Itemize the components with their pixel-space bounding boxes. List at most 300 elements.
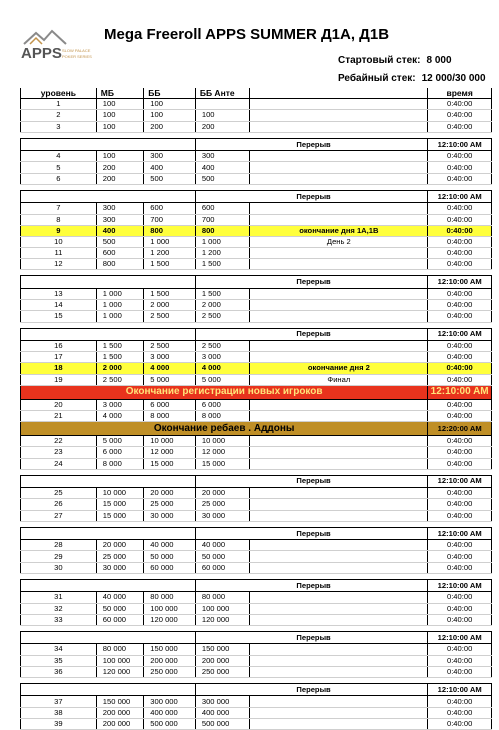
break-row <box>21 631 492 644</box>
level-number: 6 <box>21 173 97 184</box>
level-note <box>250 352 428 363</box>
small-blind: 100 <box>96 99 144 110</box>
level-note <box>250 696 428 707</box>
level-note: Финал <box>250 374 428 385</box>
small-blind: 2 000 <box>96 363 144 374</box>
level-row <box>21 363 492 374</box>
bb-ante: 80 000 <box>195 592 250 603</box>
level-note <box>250 436 428 447</box>
big-blind: 1 500 <box>144 259 196 270</box>
bb-ante: 800 <box>195 225 250 236</box>
level-row <box>21 551 492 562</box>
bb-ante: 20 000 <box>195 488 250 499</box>
bb-ante: 8 000 <box>195 410 250 421</box>
level-number: 4 <box>21 151 97 162</box>
break-empty-cell <box>21 276 196 289</box>
small-blind: 4 000 <box>96 410 144 421</box>
break-row <box>21 190 492 203</box>
bb-ante: 300 000 <box>195 696 250 707</box>
small-blind: 60 000 <box>96 614 144 625</box>
level-number: 24 <box>21 458 97 469</box>
break-label: Перерыв <box>195 276 427 289</box>
level-row <box>21 399 492 410</box>
level-number: 34 <box>21 644 97 655</box>
level-number: 14 <box>21 300 97 311</box>
starting-stack-label: Стартовый стек: <box>338 55 421 66</box>
table-header-row <box>21 88 492 99</box>
level-row <box>21 644 492 655</box>
small-blind: 300 <box>96 214 144 225</box>
break-empty-cell <box>21 328 196 341</box>
big-blind: 700 <box>144 214 196 225</box>
big-blind: 120 000 <box>144 614 196 625</box>
break-row <box>21 527 492 540</box>
big-blind: 400 000 <box>144 707 196 718</box>
small-blind: 1 500 <box>96 352 144 363</box>
break-label: Перерыв <box>195 579 427 592</box>
registration-end-label: Окончание регистрации новых игроков <box>21 385 428 399</box>
level-note <box>250 341 428 352</box>
level-time: 0:40:00 <box>428 666 492 677</box>
level-number: 1 <box>21 99 97 110</box>
level-number: 22 <box>21 436 97 447</box>
level-time: 0:40:00 <box>428 288 492 299</box>
big-blind: 5 000 <box>144 374 196 385</box>
break-label: Перерыв <box>195 527 427 540</box>
big-blind: 100 <box>144 110 196 121</box>
level-time: 0:40:00 <box>428 110 492 121</box>
big-blind: 10 000 <box>144 436 196 447</box>
break-time: 12:10:00 AM <box>428 328 492 341</box>
level-time: 0:40:00 <box>428 363 492 374</box>
level-note <box>250 151 428 162</box>
level-time: 0:40:00 <box>428 399 492 410</box>
level-number: 12 <box>21 259 97 270</box>
small-blind: 25 000 <box>96 551 144 562</box>
break-label: Перерыв <box>195 138 427 151</box>
big-blind: 100 000 <box>144 603 196 614</box>
bb-ante: 6 000 <box>195 399 250 410</box>
level-row <box>21 259 492 270</box>
big-blind: 400 <box>144 162 196 173</box>
break-empty-cell <box>21 138 196 151</box>
rebuy-stack-value: 12 000/30 000 <box>421 73 486 84</box>
bb-ante: 25 000 <box>195 499 250 510</box>
small-blind: 200 000 <box>96 718 144 729</box>
big-blind: 3 000 <box>144 352 196 363</box>
level-note: День 2 <box>250 236 428 247</box>
break-time: 12:10:00 AM <box>428 631 492 644</box>
level-time: 0:40:00 <box>428 696 492 707</box>
level-number: 18 <box>21 363 97 374</box>
level-note <box>250 488 428 499</box>
small-blind: 1 000 <box>96 288 144 299</box>
level-number: 8 <box>21 214 97 225</box>
small-blind: 1 500 <box>96 341 144 352</box>
level-time: 0:40:00 <box>428 259 492 270</box>
break-empty-cell <box>21 527 196 540</box>
level-time: 0:40:00 <box>428 707 492 718</box>
big-blind: 80 000 <box>144 592 196 603</box>
level-time: 0:40:00 <box>428 300 492 311</box>
bb-ante: 2 500 <box>195 341 250 352</box>
starting-stack-value: 8 000 <box>426 55 452 66</box>
big-blind: 1 000 <box>144 236 196 247</box>
level-note: окончание дня 2 <box>250 363 428 374</box>
bb-ante: 100 000 <box>195 603 250 614</box>
bb-ante: 500 000 <box>195 718 250 729</box>
small-blind: 100 <box>96 151 144 162</box>
small-blind: 2 500 <box>96 374 144 385</box>
level-time: 0:40:00 <box>428 151 492 162</box>
break-row <box>21 138 492 151</box>
level-time: 0:40:00 <box>428 718 492 729</box>
level-note <box>250 499 428 510</box>
big-blind: 1 500 <box>144 288 196 299</box>
level-time: 0:40:00 <box>428 410 492 421</box>
small-blind: 300 <box>96 203 144 214</box>
level-row <box>21 162 492 173</box>
level-note <box>250 399 428 410</box>
level-note <box>250 410 428 421</box>
bb-ante: 12 000 <box>195 447 250 458</box>
level-time: 0:40:00 <box>428 603 492 614</box>
bb-ante: 100 <box>195 110 250 121</box>
level-time: 0:40:00 <box>428 510 492 521</box>
level-row <box>21 614 492 625</box>
bb-ante: 500 <box>195 173 250 184</box>
level-row <box>21 488 492 499</box>
level-note <box>250 707 428 718</box>
level-number: 38 <box>21 707 97 718</box>
break-label: Перерыв <box>195 328 427 341</box>
level-note <box>250 121 428 132</box>
level-row <box>21 225 492 236</box>
level-note <box>250 644 428 655</box>
col-bb-header: ББ <box>144 88 196 99</box>
level-note <box>250 562 428 573</box>
blind-structure-table <box>20 88 492 730</box>
rebuy-end-row <box>21 422 492 436</box>
big-blind: 60 000 <box>144 562 196 573</box>
level-row <box>21 311 492 322</box>
col-level-header: уровень <box>21 88 97 99</box>
level-row <box>21 696 492 707</box>
svg-text:APPS: APPS <box>21 45 62 62</box>
level-time: 0:40:00 <box>428 562 492 573</box>
level-time: 0:40:00 <box>428 540 492 551</box>
level-row <box>21 288 492 299</box>
level-number: 29 <box>21 551 97 562</box>
level-note <box>250 447 428 458</box>
small-blind: 6 000 <box>96 447 144 458</box>
level-row <box>21 718 492 729</box>
small-blind: 30 000 <box>96 562 144 573</box>
svg-text:POKER SERIES: POKER SERIES <box>62 54 92 59</box>
bb-ante: 60 000 <box>195 562 250 573</box>
break-row <box>21 328 492 341</box>
level-row <box>21 562 492 573</box>
level-time: 0:40:00 <box>428 311 492 322</box>
level-row <box>21 173 492 184</box>
level-note <box>250 655 428 666</box>
small-blind: 120 000 <box>96 666 144 677</box>
small-blind: 3 000 <box>96 399 144 410</box>
col-sb-header: МБ <box>96 88 144 99</box>
level-row <box>21 666 492 677</box>
big-blind: 2 000 <box>144 300 196 311</box>
level-number: 30 <box>21 562 97 573</box>
registration-end-time: 12:10:00 AM <box>428 385 492 399</box>
big-blind: 500 000 <box>144 718 196 729</box>
level-note <box>250 592 428 603</box>
level-time: 0:40:00 <box>428 374 492 385</box>
level-row <box>21 214 492 225</box>
bb-ante: 200 000 <box>195 655 250 666</box>
break-row <box>21 475 492 488</box>
level-number: 23 <box>21 447 97 458</box>
level-note <box>250 551 428 562</box>
small-blind: 500 <box>96 236 144 247</box>
level-row <box>21 592 492 603</box>
rebuy-end-label: Окончание ребаев . Аддоны <box>21 422 428 436</box>
level-number: 3 <box>21 121 97 132</box>
bb-ante: 600 <box>195 203 250 214</box>
level-time: 0:40:00 <box>428 214 492 225</box>
big-blind: 25 000 <box>144 499 196 510</box>
bb-ante: 40 000 <box>195 540 250 551</box>
big-blind: 6 000 <box>144 399 196 410</box>
bb-ante: 2 000 <box>195 300 250 311</box>
level-note <box>250 718 428 729</box>
bb-ante: 15 000 <box>195 458 250 469</box>
bb-ante <box>195 99 250 110</box>
level-note <box>250 614 428 625</box>
small-blind: 5 000 <box>96 436 144 447</box>
break-time: 12:10:00 AM <box>428 527 492 540</box>
level-number: 5 <box>21 162 97 173</box>
small-blind: 600 <box>96 248 144 259</box>
level-time: 0:40:00 <box>428 458 492 469</box>
level-number: 10 <box>21 236 97 247</box>
level-time: 0:40:00 <box>428 644 492 655</box>
bb-ante: 1 500 <box>195 259 250 270</box>
big-blind: 300 <box>144 151 196 162</box>
bb-ante: 300 <box>195 151 250 162</box>
level-number: 33 <box>21 614 97 625</box>
bb-ante: 50 000 <box>195 551 250 562</box>
bb-ante: 700 <box>195 214 250 225</box>
starting-stack <box>338 55 452 66</box>
level-number: 11 <box>21 248 97 259</box>
bb-ante: 2 500 <box>195 311 250 322</box>
break-time: 12:10:00 AM <box>428 276 492 289</box>
big-blind: 600 <box>144 203 196 214</box>
level-number: 17 <box>21 352 97 363</box>
break-time: 12:10:00 AM <box>428 579 492 592</box>
small-blind: 40 000 <box>96 592 144 603</box>
big-blind: 250 000 <box>144 666 196 677</box>
document-header <box>0 0 499 88</box>
level-note <box>250 510 428 521</box>
level-row <box>21 655 492 666</box>
level-number: 21 <box>21 410 97 421</box>
small-blind: 200 000 <box>96 707 144 718</box>
level-time: 0:40:00 <box>428 203 492 214</box>
level-row <box>21 300 492 311</box>
level-number: 26 <box>21 499 97 510</box>
level-time: 0:40:00 <box>428 99 492 110</box>
break-time: 12:10:00 AM <box>428 683 492 696</box>
break-label: Перерыв <box>195 631 427 644</box>
level-row <box>21 436 492 447</box>
level-note <box>250 458 428 469</box>
rebuy-end-time: 12:20:00 AM <box>428 422 492 436</box>
level-number: 15 <box>21 311 97 322</box>
level-number: 32 <box>21 603 97 614</box>
small-blind: 50 000 <box>96 603 144 614</box>
level-time: 0:40:00 <box>428 121 492 132</box>
level-number: 37 <box>21 696 97 707</box>
level-time: 0:40:00 <box>428 352 492 363</box>
level-row <box>21 151 492 162</box>
level-row <box>21 352 492 363</box>
level-note <box>250 603 428 614</box>
level-time: 0:40:00 <box>428 551 492 562</box>
big-blind: 15 000 <box>144 458 196 469</box>
small-blind: 8 000 <box>96 458 144 469</box>
level-row <box>21 499 492 510</box>
level-note <box>250 214 428 225</box>
level-row <box>21 236 492 247</box>
small-blind: 15 000 <box>96 510 144 521</box>
big-blind: 1 200 <box>144 248 196 259</box>
level-note <box>250 173 428 184</box>
small-blind: 200 <box>96 173 144 184</box>
level-number: 2 <box>21 110 97 121</box>
bb-ante: 120 000 <box>195 614 250 625</box>
break-empty-cell <box>21 631 196 644</box>
col-time-header: время <box>428 88 492 99</box>
apps-logo <box>20 28 92 68</box>
break-empty-cell <box>21 475 196 488</box>
bb-ante: 1 200 <box>195 248 250 259</box>
level-time: 0:40:00 <box>428 236 492 247</box>
small-blind: 800 <box>96 259 144 270</box>
big-blind: 12 000 <box>144 447 196 458</box>
break-row <box>21 276 492 289</box>
svg-text:SLOW PALACE: SLOW PALACE <box>62 48 91 53</box>
level-note <box>250 666 428 677</box>
level-row <box>21 203 492 214</box>
level-note <box>250 99 428 110</box>
level-time: 0:40:00 <box>428 248 492 259</box>
level-row <box>21 540 492 551</box>
break-empty-cell <box>21 683 196 696</box>
col-note-header <box>250 88 428 99</box>
level-number: 19 <box>21 374 97 385</box>
bb-ante: 150 000 <box>195 644 250 655</box>
big-blind: 300 000 <box>144 696 196 707</box>
big-blind: 800 <box>144 225 196 236</box>
break-time: 12:10:00 AM <box>428 138 492 151</box>
level-time: 0:40:00 <box>428 447 492 458</box>
page-title: Mega Freeroll APPS SUMMER Д1А, Д1В <box>104 26 390 43</box>
level-note <box>250 162 428 173</box>
level-note <box>250 203 428 214</box>
level-row <box>21 99 492 110</box>
big-blind: 50 000 <box>144 551 196 562</box>
bb-ante: 5 000 <box>195 374 250 385</box>
level-row <box>21 458 492 469</box>
level-time: 0:40:00 <box>428 225 492 236</box>
level-time: 0:40:00 <box>428 614 492 625</box>
bb-ante: 200 <box>195 121 250 132</box>
level-time: 0:40:00 <box>428 499 492 510</box>
big-blind: 2 500 <box>144 341 196 352</box>
bb-ante: 30 000 <box>195 510 250 521</box>
small-blind: 1 000 <box>96 300 144 311</box>
break-label: Перерыв <box>195 475 427 488</box>
small-blind: 15 000 <box>96 499 144 510</box>
break-row <box>21 683 492 696</box>
level-note <box>250 311 428 322</box>
registration-end-row <box>21 385 492 399</box>
level-row <box>21 121 492 132</box>
level-number: 7 <box>21 203 97 214</box>
small-blind: 80 000 <box>96 644 144 655</box>
break-empty-cell <box>21 190 196 203</box>
level-time: 0:40:00 <box>428 655 492 666</box>
level-note <box>250 288 428 299</box>
level-note: окончание дня 1А,1В <box>250 225 428 236</box>
big-blind: 8 000 <box>144 410 196 421</box>
big-blind: 200 <box>144 121 196 132</box>
big-blind: 100 <box>144 99 196 110</box>
break-row <box>21 579 492 592</box>
bb-ante: 10 000 <box>195 436 250 447</box>
level-number: 27 <box>21 510 97 521</box>
level-time: 0:40:00 <box>428 436 492 447</box>
big-blind: 150 000 <box>144 644 196 655</box>
level-row <box>21 410 492 421</box>
level-row <box>21 110 492 121</box>
small-blind: 100 <box>96 121 144 132</box>
bb-ante: 400 <box>195 162 250 173</box>
break-label: Перерыв <box>195 683 427 696</box>
level-number: 35 <box>21 655 97 666</box>
big-blind: 20 000 <box>144 488 196 499</box>
level-note <box>250 540 428 551</box>
level-note <box>250 300 428 311</box>
big-blind: 30 000 <box>144 510 196 521</box>
big-blind: 4 000 <box>144 363 196 374</box>
bb-ante: 4 000 <box>195 363 250 374</box>
level-note <box>250 248 428 259</box>
small-blind: 10 000 <box>96 488 144 499</box>
level-row <box>21 341 492 352</box>
level-number: 25 <box>21 488 97 499</box>
small-blind: 400 <box>96 225 144 236</box>
rebuy-stack <box>338 73 486 84</box>
small-blind: 20 000 <box>96 540 144 551</box>
small-blind: 100 <box>96 110 144 121</box>
col-ante-header: ББ Анте <box>195 88 250 99</box>
bb-ante: 1 000 <box>195 236 250 247</box>
break-time: 12:10:00 AM <box>428 190 492 203</box>
level-number: 31 <box>21 592 97 603</box>
big-blind: 500 <box>144 173 196 184</box>
